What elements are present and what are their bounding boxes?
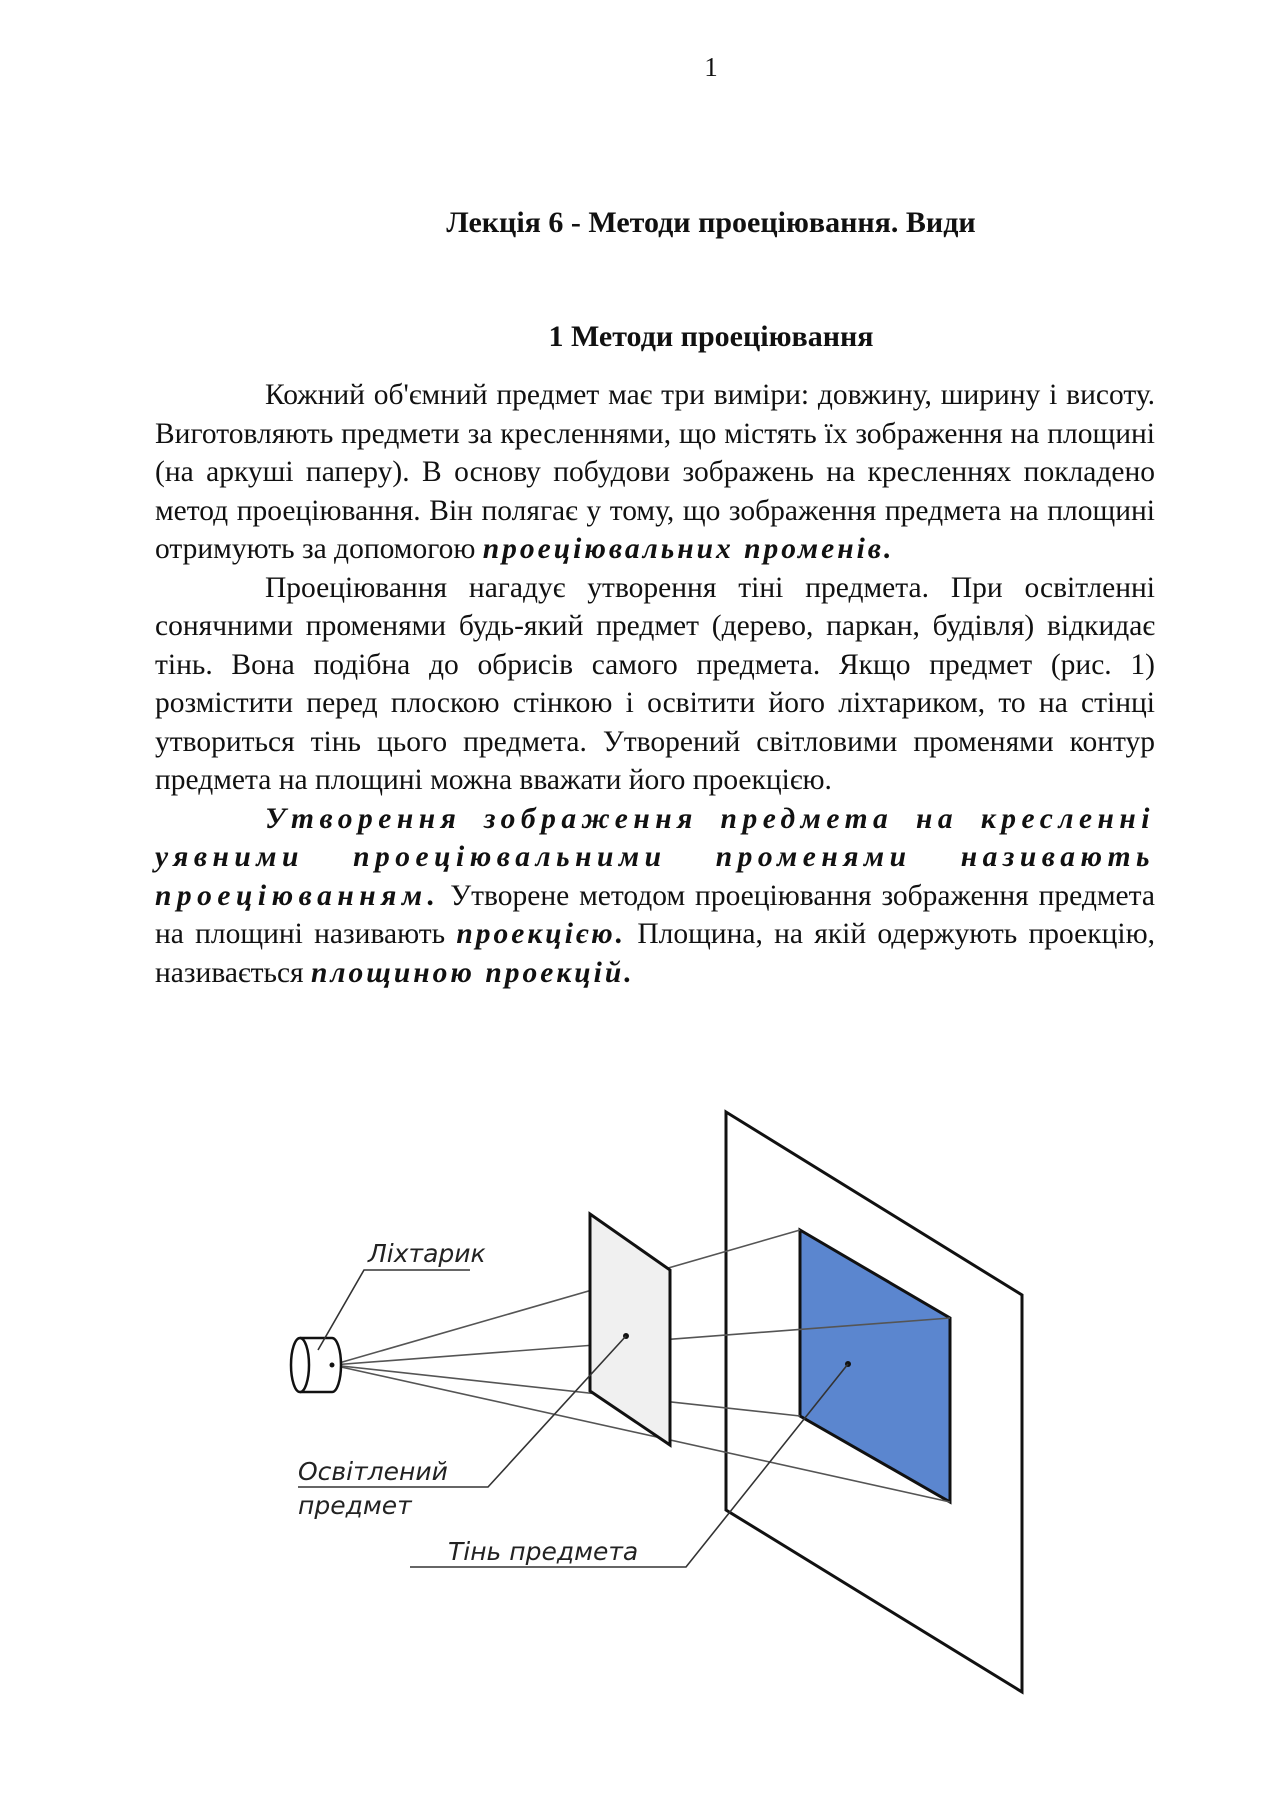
body-text <box>155 376 1155 992</box>
label-shadow: Тінь предмета <box>448 1537 639 1566</box>
section-title: 1 Методи проеціювання <box>548 320 874 353</box>
label-object-line2: предмет <box>298 1491 412 1520</box>
flashlight-icon <box>291 1338 341 1392</box>
term-projection-plane: площиною проекцій. <box>311 956 635 989</box>
term-projecting-rays: проеціювальних променів. <box>482 533 895 565</box>
paragraph-3-text-1: Утворене методом проеціювання зображення предмета на площині називають <box>155 879 1155 950</box>
label-flashlight: Ліхтарик <box>368 1239 486 1268</box>
lecture-title: Лекція 6 - Методи проеціювання. Види <box>446 206 976 239</box>
definition-projection: Утворення зображення предмета на кресленні уявними проеціювальними променями називають проеціюванням. <box>155 802 1155 912</box>
leader-flashlight <box>318 1270 470 1350</box>
illuminated-object <box>590 1214 670 1445</box>
paragraph-2: Проеціювання нагадує утворення тіні предмета. При освітленні сонячними променями будь-який предмет (дерево, паркан, будівля) відкидає тінь. Вона подібна до обрисів самого предмета. Якщо предмет (рис. 1) розмістити перед плоскою стінкою і освітити його ліхтариком, то на стінці утвориться тінь цього предмета. Утворений світловими променями контур предмета на площині можна вважати його проекцією. <box>155 571 1155 796</box>
paragraph-3 <box>155 800 1155 993</box>
projection-diagram <box>270 1100 1050 1720</box>
paragraph-1-text: Кожний об'ємний предмет має три виміри: довжину, ширину і висоту. Виготовляють предмети за кресленнями, що містять їх зображення на площині (на аркуші паперу). В основу побудови зображень на кресленнях покладено метод проеціювання. Він полягає у тому, що зображення предмета на площині отримують за допомогою <box>155 379 1155 565</box>
term-projection: проекцією. <box>456 918 627 950</box>
projection-figure <box>270 1100 1050 1720</box>
paragraph-3-text-2: Площина, на якій одержують проекцію, називається <box>155 918 1155 989</box>
paragraph-1 <box>155 376 1155 569</box>
label-object-line1: Освітлений <box>298 1457 448 1486</box>
page-number: 1 <box>704 52 718 82</box>
